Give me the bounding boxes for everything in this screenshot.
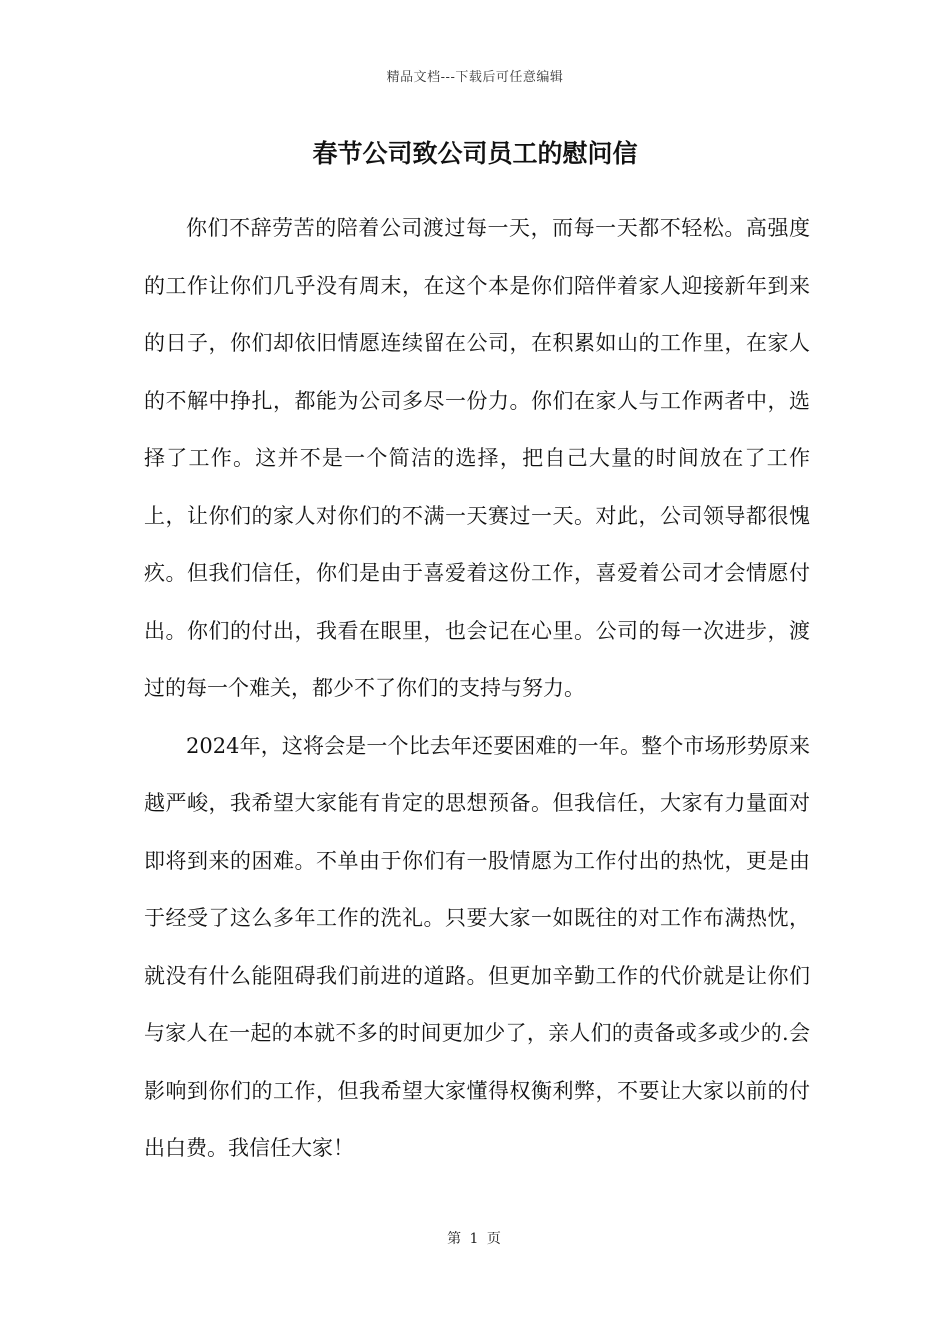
document-body [144,200,810,1178]
page-header: 精品文档---下载后可任意编辑 [386,70,564,85]
document-title: 春节公司致公司员工的慰问信 [312,139,638,168]
page-number: 第 1 页 [447,1231,503,1247]
paragraph: 2024年，这将会是一个比去年还要困难的一年。整个市场形势原来越严峻，我希望大家能有肯定的思想预备。但我信任，大家有力量面对即将到来的困难。不单由于你们有一股情愿为工作付出的热忱，更是由于经受了这么多年工作的洗礼。只要大家一如既往的对工作布满热忱，就没有什么能阻碍我们前进的道路。但更加辛勤工作的代价就是让你们与家人在一起的本就不多的时间更加少了，亲人们的责备或多或少的.会影响到你们的工作，但我希望大家懂得权衡利弊，不要让大家以前的付出白费。我信任大家！ [144,733,810,1160]
paragraph: 你们不辞劳苦的陪着公司渡过每一天，而每一天都不轻松。高强度的工作让你们几乎没有周末，在这个本是你们陪伴着家人迎接新年到来的日子，你们却依旧情愿连续留在公司，在积累如山的工作里，在家人的不解中挣扎，都能为公司多尽一份力。你们在家人与工作两者中，选择了工作。这并不是一个简洁的选择，把自己大量的时间放在了工作上，让你们的家人对你们的不满一天赛过一天。对此，公司领导都很愧疚。但我们信任，你们是由于喜爱着这份工作，喜爱着公司才会情愿付出。你们的付出，我看在眼里，也会记在心里。公司的每一次进步，渡过的每一个难关，都少不了你们的支持与努力。 [144,216,810,700]
